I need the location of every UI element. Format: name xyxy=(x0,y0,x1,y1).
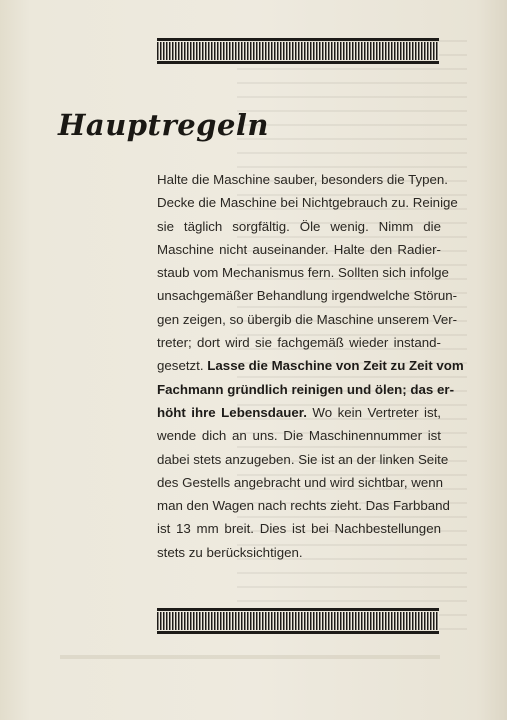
text-line: unsachgemäßer Behandlung irgendwelche Störun- xyxy=(157,288,458,304)
text-line: ist 13 mm breit. Dies ist bei Nachbestellungen xyxy=(157,521,441,537)
text-line: staub vom Mechanismus fern. Sollten sich infolge xyxy=(157,265,449,281)
decorative-band-top xyxy=(157,42,439,60)
text-run: gesetzt. xyxy=(157,358,204,374)
bold-text-run: Lasse die Maschine von Zeit zu Zeit vom xyxy=(207,358,464,374)
text-line: Maschine nicht auseinander. Halte den Radier- xyxy=(157,241,441,257)
body-paragraph xyxy=(157,168,464,564)
decorative-band-bottom xyxy=(157,612,439,630)
text-line: des Gestells angebracht und wird sichtbar, wenn xyxy=(157,474,444,490)
text-line: Halte die Maschine sauber, besonders die Typen. xyxy=(157,172,448,187)
text-line: wende dich an uns. Die Maschinennummer ist xyxy=(157,428,441,444)
text-line: treter; dort wird sie fachgemäß wieder instand- xyxy=(157,335,441,351)
text-line: Decke die Maschine bei Nichtgebrauch zu. Reinige xyxy=(157,195,458,211)
bold-text-run: höht ihre Lebensdauer. xyxy=(157,404,307,420)
text-line-mixed xyxy=(157,401,441,424)
text-run: Wo kein Vertreter ist, xyxy=(312,404,441,420)
text-line: gen zeigen, so übergib die Maschine unserem Ver- xyxy=(157,311,458,327)
show-through-rule xyxy=(60,655,440,659)
page-heading: Hauptregeln xyxy=(58,108,270,142)
text-line: dabei stets anzugeben. Sie ist an der linken Seite xyxy=(157,451,449,467)
text-line-mixed xyxy=(157,354,464,377)
text-line: sie täglich sorgfältig. Öle wenig. Nimm die xyxy=(157,218,441,234)
text-line: man den Wagen nach rechts zieht. Das Farbband xyxy=(157,498,450,514)
text-line: stets zu berücksichtigen. xyxy=(157,544,303,560)
bold-text-line: Fachmann gründlich reinigen und ölen; das er- xyxy=(157,381,454,397)
